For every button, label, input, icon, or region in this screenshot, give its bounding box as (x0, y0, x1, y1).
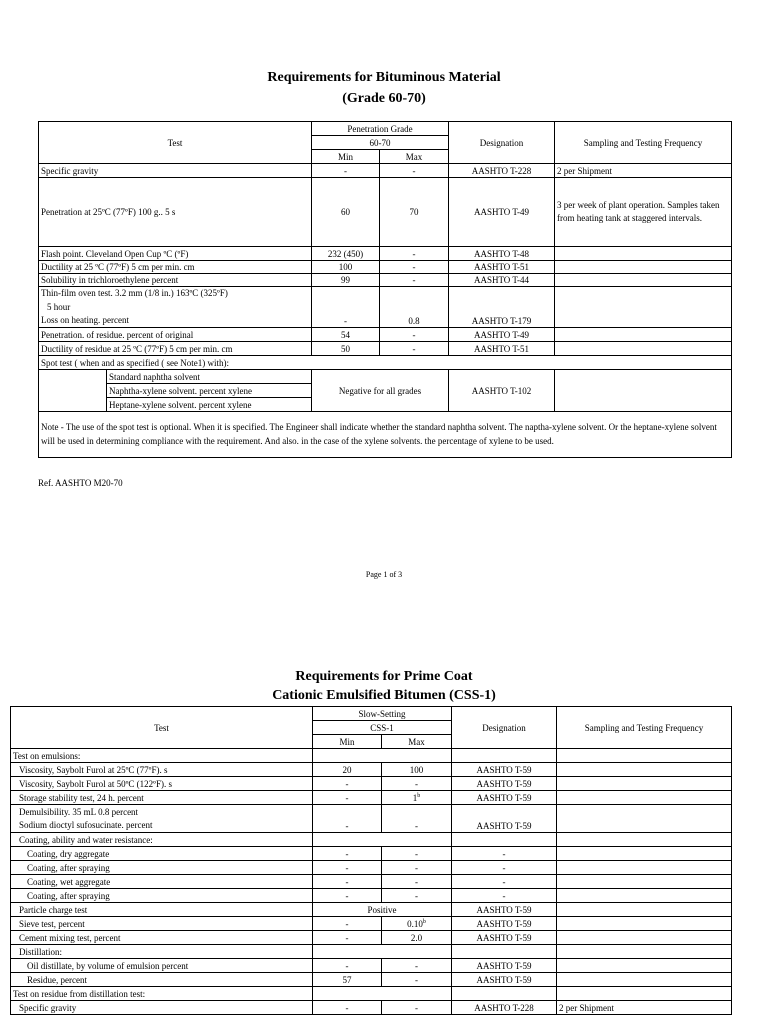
table-row: Penetration at 25ºC (77ºF) 100 g.. 5 s 60 70 AASHTO T-49 3 per week of plant operation. Samples taken from heating tank at staggered intervals. (39, 178, 732, 247)
table-row: Particle charge test Positive AASHTO T-59 (11, 903, 732, 917)
table-row: Coating, wet aggregate - - - (11, 875, 732, 889)
doc2-title: Requirements for Prime Coat (295, 669, 473, 684)
table-row: Storage stability test, 24 h. percent - 1$^b$ AASHTO T-59 (11, 791, 732, 805)
table-row: Test on residue from distillation test: (11, 987, 732, 1001)
table-row: Viscosity, Saybolt Furol at 50ºC (122ºF). s - - AASHTO T-59 (11, 777, 732, 791)
table-row: Test on emulsions: (11, 749, 732, 763)
table-row: Specific gravity - - AASHTO T-228 2 per Shipment (39, 164, 732, 178)
table-row: Sieve test, percent - 0.10$^b$ AASHTO T-59 (11, 917, 732, 931)
header-grade-group: Slow-Setting (313, 707, 452, 721)
table-row: Spot test ( when and as specified ( see Note1) with): (39, 356, 732, 370)
table-row: Flash point. Cleveland Open Cup ºC (ºF) 232 (450) - AASHTO T-48 (39, 247, 732, 261)
header-designation: Designation (452, 707, 557, 749)
header-grade: CSS-1 (313, 721, 452, 735)
table-row: Cement mixing test, percent - 2.0 AASHTO T-59 (11, 931, 732, 945)
doc1-note: Note - The use of the spot test is optional. When it is specified. The Engineer shall indicate whether the standard naphtha solvent. The naptha-xylene solvent. Or the heptane-xylene solvent will be used in determining compliance with the requirement. And also. in the case of the xylene solvents. the percentage of xylene to be used. (39, 412, 732, 458)
doc2-subtitle: Cationic Emulsified Bitumen (CSS-1) (272, 688, 496, 703)
table-row: Distillation: (11, 945, 732, 959)
table-row: Coating, after spraying - - - (11, 861, 732, 875)
table-row: Coating, dry aggregate - - - (11, 847, 732, 861)
table-row: Oil distillate, by volume of emulsion percent - - AASHTO T-59 (11, 959, 732, 973)
header-min: Min (313, 735, 382, 749)
header-frequency: Sampling and Testing Frequency (557, 707, 732, 749)
table-row: Penetration. of residue. percent of original 54 - AASHTO T-49 (39, 328, 732, 342)
header-grade: 60-70 (312, 136, 449, 150)
table-row: Viscosity, Saybolt Furol at 25ºC (77ºF). s 20 100 AASHTO T-59 (11, 763, 732, 777)
header-test: Test (39, 122, 312, 164)
table-row: Demulsibility. 35 mL 0.8 percent - - AASHTO T-59 (11, 805, 732, 819)
header-test: Test (11, 707, 313, 749)
header-min: Min (312, 150, 380, 164)
table-row: Residue, percent 57 - AASHTO T-59 (11, 973, 732, 987)
doc1-subtitle: (Grade 60-70) (342, 91, 426, 106)
table-row: Solubility in trichloroethylene percent 99 - AASHTO T-44 (39, 274, 732, 287)
page-number: Page 1 of 3 (365, 570, 403, 579)
table-row: Thin-film oven test. 3.2 mm (1/8 in.) 163ºC (325ºF) - 0.8 AASHTO T-179 (39, 287, 732, 300)
reference: Ref. AASHTO M20-70 (38, 478, 123, 488)
table-row: Coating, ability and water resistance: (11, 833, 732, 847)
doc2-requirements-table: Test Slow-Setting Designation Sampling and Testing Frequency CSS-1 Min Max Test on emulsions: Viscosity, Saybolt Furol at 25ºC (77ºF). s 20 100 AASHTO T-59 Viscosity, Saybolt Furol at 50ºC (122ºF). s - - AASHTO T-59 Storage stability test, 24 h. percent - 1$^b$ AASHTO T-59 Demulsibility. 35 mL 0.8 percent - - AASHTO T-59 Sodium dioctyl sufosucinate. percent Coating, ability and water resistance: Coating, dry aggregate - - - Coating, after spraying - - - Coating, wet aggregate - - - Coating, after spraying - - - Particle charge test Positive AASHTO T-59 Sieve test, percent - 0.10$^b$ AASHTO T-59 Cement mixing test, percent - 2.0 AASHTO T-59 Distillation: Oil distillate, by volume of emulsion percent - - AASHTO T-59 Residue, percent 57 - AASHTO T-59 Test on residue from distillation test: Specific gravity - - AASHTO T-228 2 per Shipment (10, 706, 732, 1015)
table-row: Coating, after spraying - - - (11, 889, 732, 903)
doc1-title: Requirements for Bituminous Material (267, 70, 501, 85)
header-frequency: Sampling and Testing Frequency (555, 122, 732, 164)
header-designation: Designation (449, 122, 555, 164)
header-max: Max (380, 150, 449, 164)
table-row: Specific gravity - - AASHTO T-228 2 per Shipment (11, 1001, 732, 1015)
doc1-requirements-table: Test Penetration Grade Designation Sampling and Testing Frequency 60-70 Min Max Specific gravity - - AASHTO T-228 2 per Shipment Penetration at 25ºC (77ºF) 100 g.. 5 s 60 70 AASHTO T-49 3 per week of plant operation. Samples taken from heating tank at staggered intervals. Flash point. Cleveland Open Cup ºC (ºF) 232 (450) - AASHTO T-48 Ductility at 25 ºC (77ºF) 5 cm per min. cm 100 - AASHTO T-51 Solubility in trichloroethylene percent 99 - AASHTO T-44 Thin-film oven test. 3.2 mm (1/8 in.) 163ºC (325ºF) - 0.8 AASHTO T-179 5 hour Loss on heating. percent Penetration. of residue. percent of original 54 - AASHTO T-49 Ductility of residue at 25 ºC (77ºF) 5 cm per min. cm 50 - AASHTO T-51 Spot test ( when and as specified ( see Note1) with): Standard naphtha solvent Negative for all grades AASHTO T-102 Naphtha-xylene solvent. percent xylene Heptane-xylene solvent. percent xylene Note - The use of the spot test is optional. When it is specified. The Engineer shall indicate whether the standard naphtha solvent. The naptha-xylene solvent. Or the heptane-xylene solvent will be used in determining compliance with the requirement. And also. in the case of the xylene solvents. the percentage of xylene to be used. (38, 121, 732, 458)
table-row: Ductility of residue at 25 ºC (77ºF) 5 cm per min. cm 50 - AASHTO T-51 (39, 342, 732, 356)
header-grade-group: Penetration Grade (312, 122, 449, 136)
table-row: Ductility at 25 ºC (77ºF) 5 cm per min. cm 100 - AASHTO T-51 (39, 261, 732, 274)
header-max: Max (382, 735, 452, 749)
